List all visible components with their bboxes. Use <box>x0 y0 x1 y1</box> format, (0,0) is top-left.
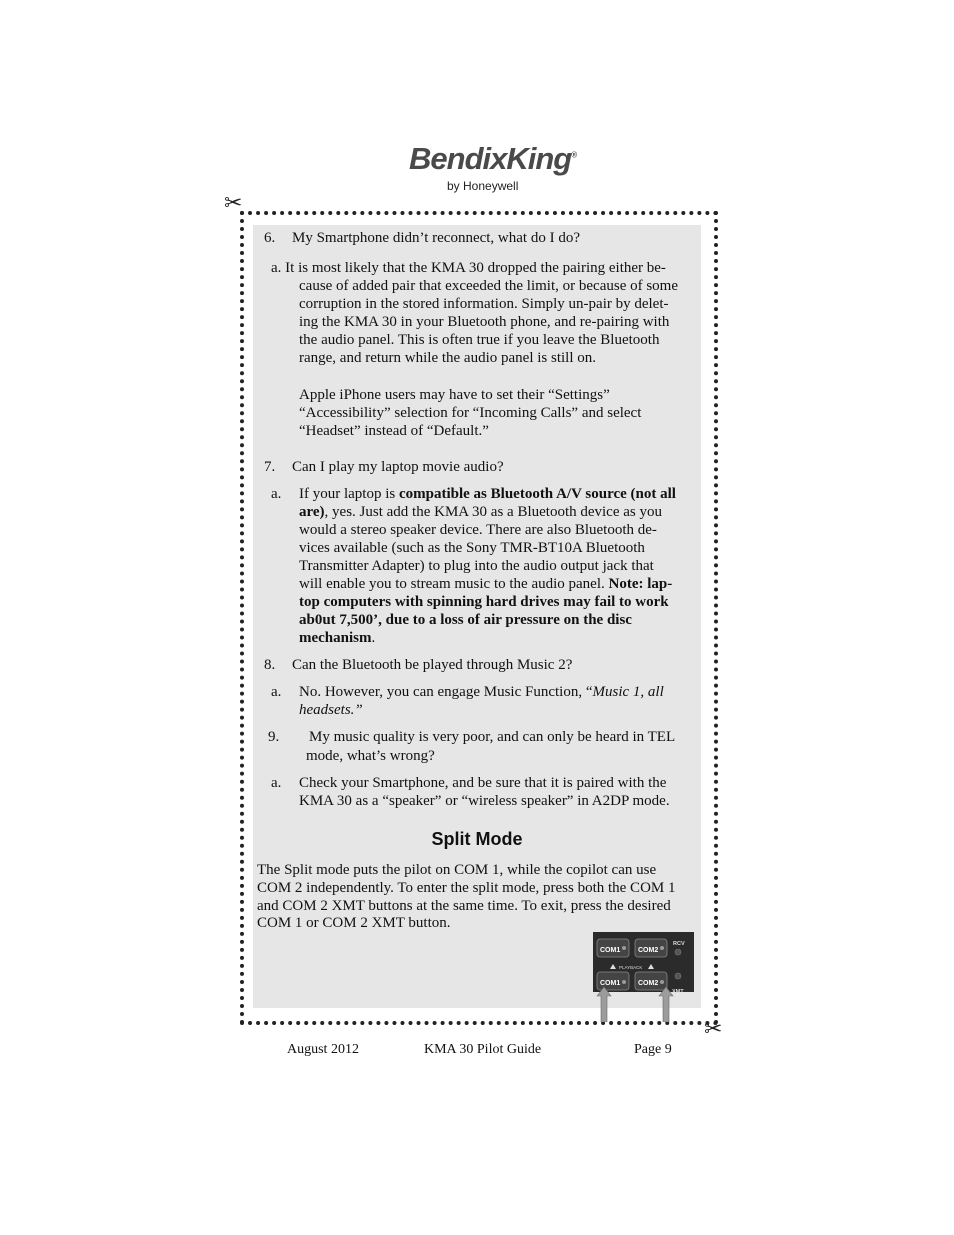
q6-answer-line: cause of added pair that exceeded the limit, or because of some <box>299 278 679 294</box>
q6-answer-line: range, and return while the audio panel is still on. <box>299 350 597 366</box>
scissors-icon: ✂ <box>224 191 243 216</box>
logo-subtitle: by Honeywell <box>447 179 519 193</box>
press-arrow-icon <box>597 987 611 1022</box>
q7-question: Can I play my laptop movie audio? <box>292 459 504 475</box>
indicator-led-icon <box>622 980 626 984</box>
q9-question: My music quality is very poor, and can only be heard in TEL <box>309 729 676 745</box>
q7-answer-line: will enable you to stream music to the audio panel. Note: lap- <box>299 576 673 592</box>
q8-answer-letter: a. <box>271 684 282 700</box>
audio-panel-buttons-illustration <box>593 932 694 1022</box>
q7-answer-line: would a stereo speaker device. There are also Bluetooth de- <box>299 522 657 538</box>
q7-note-line: mechanism. <box>299 630 376 646</box>
com2-bottom-label: COM2 <box>638 980 659 987</box>
q7-answer-line: vices available (such as the Sony TMR-BT10A Bluetooth <box>299 540 645 556</box>
indicator-led-icon <box>675 949 681 955</box>
q7-answer-line: Transmitter Adapter) to plug into the audio output jack that <box>299 558 654 574</box>
q7-note-line: ab0ut 7,500’, due to a loss of air pressure on the disc <box>299 612 632 628</box>
logo-registered-mark: ® <box>571 150 577 160</box>
xmt-label: XMT <box>672 989 684 995</box>
footer-title: KMA 30 Pilot Guide <box>424 1042 542 1057</box>
q6-note-line: “Accessibility” selection for “Incoming Calls” and select <box>299 405 642 421</box>
logo-text: BendixKing <box>409 141 572 176</box>
q6-answer-line: corruption in the stored information. Simply un-pair by delet- <box>299 296 669 312</box>
split-mode-text-line: The Split mode puts the pilot on COM 1, while the copilot can use <box>257 862 657 878</box>
q6-note-line: Apple iPhone users may have to set their “Settings” <box>299 387 610 403</box>
footer-page-number: Page 9 <box>634 1042 672 1057</box>
press-arrow-icon <box>659 987 673 1022</box>
q7-answer-line: If your laptop is compatible as Bluetooth A/V source (not all <box>299 486 676 502</box>
indicator-led-icon <box>660 980 664 984</box>
indicator-led-icon <box>675 973 681 979</box>
q6-question: My Smartphone didn’t reconnect, what do I do? <box>292 230 580 246</box>
q6-answer-line: a. It is most likely that the KMA 30 dropped the pairing either be- <box>271 260 666 276</box>
com1-top-label: COM1 <box>600 947 621 954</box>
indicator-led-icon <box>660 946 664 950</box>
q9-number: 9. <box>268 729 280 745</box>
playback-label: PLAYBACK <box>619 965 643 970</box>
com1-bottom-label: COM1 <box>600 980 621 987</box>
scissors-icon: ✂ <box>704 1017 723 1042</box>
q7-note-line: top computers with spinning hard drives may fail to work <box>299 594 669 610</box>
split-mode-text-line: COM 2 independently. To enter the split mode, press both the COM 1 <box>257 880 676 896</box>
q6-answer-line: the audio panel. This is often true if you leave the Bluetooth <box>299 332 660 348</box>
q7-answer-line: are), yes. Just add the KMA 30 as a Bluetooth device as you <box>299 504 662 520</box>
indicator-led-icon <box>622 946 626 950</box>
q6-note-line: “Headset” instead of “Default.” <box>299 423 489 439</box>
q6-answer-line: ing the KMA 30 in your Bluetooth phone, and re-pairing with <box>299 314 670 330</box>
q9-answer-line: KMA 30 as a “speaker” or “wireless speaker” in A2DP mode. <box>299 793 670 809</box>
bendixking-logo <box>409 141 577 195</box>
q9-answer-letter: a. <box>271 775 282 791</box>
q8-question: Can the Bluetooth be played through Music 2? <box>292 657 573 673</box>
q9-answer-line: Check your Smartphone, and be sure that it is paired with the <box>299 775 667 791</box>
q9-question: mode, what’s wrong? <box>306 748 435 764</box>
split-mode-heading: Split Mode <box>431 829 523 849</box>
rcv-label: RCV <box>673 941 685 947</box>
q8-answer-line: No. However, you can engage Music Function, “Music 1, all <box>299 684 664 700</box>
footer-date: August 2012 <box>287 1042 359 1057</box>
q6-number: 6. <box>264 230 276 246</box>
q8-answer-line: headsets.” <box>299 702 363 718</box>
com2-top-label: COM2 <box>638 947 659 954</box>
split-mode-text-line: and COM 2 XMT buttons at the same time. To exit, press the desired <box>257 898 671 914</box>
split-mode-text-line: COM 1 or COM 2 XMT button. <box>257 915 451 931</box>
q7-number: 7. <box>264 459 276 475</box>
q8-number: 8. <box>264 657 276 673</box>
q7-answer-letter: a. <box>271 486 282 502</box>
